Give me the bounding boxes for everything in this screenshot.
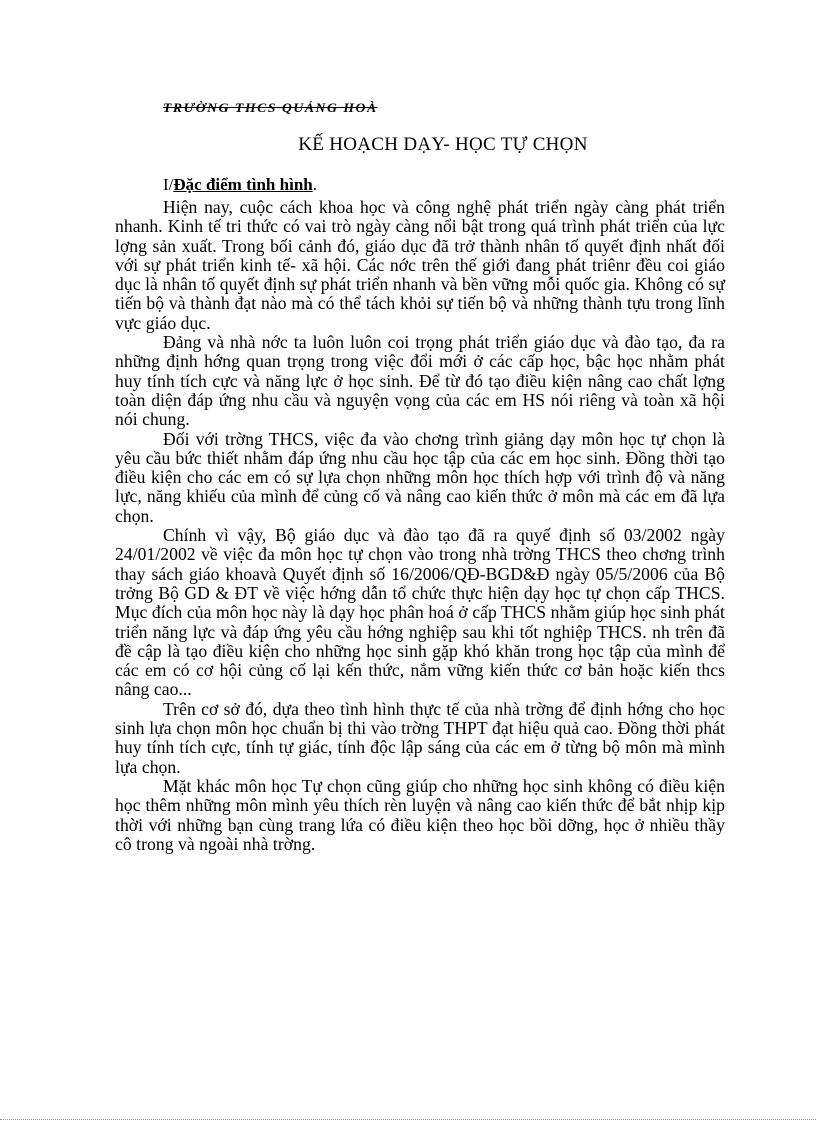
- paragraph-6: Mặt khác môn học Tự chọn cũng giúp cho những học sinh không có điều kiện học thêm những môn mình yêu thích rèn luyện và nâng cao kiến thức để bắt nhịp kịp thời với những bạn cùng trang lứa có điều kiện theo học bồi dỡng, học ở nhiều thầy cô trong và ngoài nhà trờng.: [115, 775, 725, 854]
- paragraph-5: Trên cơ sở đó, dựa theo tình hình thực tế của nhà trờng để định hớng cho học sinh lựa chọn môn học chuẩn bị thi vào trờng THPT đạt hiệu quả cao. Đồng thời phát huy tính tích cực, tính tự giác, tính độc lập sáng của các em ở từng bộ môn mà mình lựa chọn.: [115, 698, 725, 777]
- paragraph-4: Chính vì vậy, Bộ giáo dục và đào tạo đã ra quyế định số 03/2002 ngày 24/01/2002 về việc đa môn học tự chọn vào trong nhà trờng THCS theo chơng trình thay sách giáo khoavà Quyết định số 16/2006/QĐ-BGD&Đ ngày 05/5/2006 của Bộ trởng Bộ GD & ĐT về việc hớng dẫn tổ chức thực hiện dạy học tự chọn cấp THCS. Mục đích của môn học này là dạy học phân hoá ở cấp THCS nhằm giúp học sinh phát triển năng lực và đáp ứng yêu cầu hớng nghiệp sau khi tốt nghiệp THCS. nh trên đã đề cập là tạo điều kiện cho những học sinh gặp khó khăn trong học tập của mình để các em có cơ hội củng cố lại kến thức, nắm vững kiến thức cơ bản hoặc kiến thcs nâng cao...: [115, 525, 725, 700]
- paragraph-2: Đảng và nhà nớc ta luôn luôn coi trọng phát triển giáo dục và đào tạo, đa ra những định hớng quan trọng trong việc đổi mới ở các cấp học, bậc học nhằm phát huy tính tích cực và năng lực ở học sinh. Để từ đó tạo điều kiện nâng cao chất lợng toàn diện đáp ứng nhu cầu và nguyện vọng của các em HS nói riêng và toàn xã hội nói chung.: [115, 332, 725, 430]
- school-name: TRƯỜNG THCS QUẢNG HOÀ: [163, 100, 378, 115]
- document-title: KẾ HOẠCH DẠY- HỌC TỰ CHỌN: [298, 134, 588, 155]
- page-bottom-border: [0, 1119, 816, 1120]
- section-title: Đặc điểm tình hình: [173, 175, 313, 194]
- document-body: [115, 198, 725, 854]
- paragraph-1: Hiện nay, cuộc cách khoa học và công nghệ phát triển ngày càng phát triển nhanh. Kinh tế tri thức có vai trò ngày càng nổi bật trong quá trình phát triển của lực lợng sản xuất. Trong bối cảnh đó, giáo dục đã trở thành nhân tố quyết định nhất đối với sự phát triển kinh tế- xã hội. Các nớc trên thế giới đang phát triênr đều coi giáo dục là nhân tố quyết định sự phát triển nhanh và bền vững mỗi quốc gia. Không có sự tiến bộ và thành đạt nào mà có thể tách khỏi sự tiến bộ và những thành tựu trong lĩnh vực giáo dục.: [115, 197, 725, 333]
- paragraph-3: Đối với trờng THCS, việc đa vào chơng trình giảng dạy môn học tự chọn là yêu cầu bức thiết nhằm đáp ứng nhu cầu học tập của các em học sinh. Đồng thời tạo điều kiện cho các em có sự lựa chọn những môn học thích hợp với trình độ và năng lực, năng khiếu của mình để củng cố và nâng cao kiến thức ở môn mà các em đã lựa chọn.: [115, 428, 725, 526]
- section-punct: .: [312, 175, 317, 194]
- section-heading: [163, 175, 317, 195]
- section-number: I/: [163, 175, 174, 194]
